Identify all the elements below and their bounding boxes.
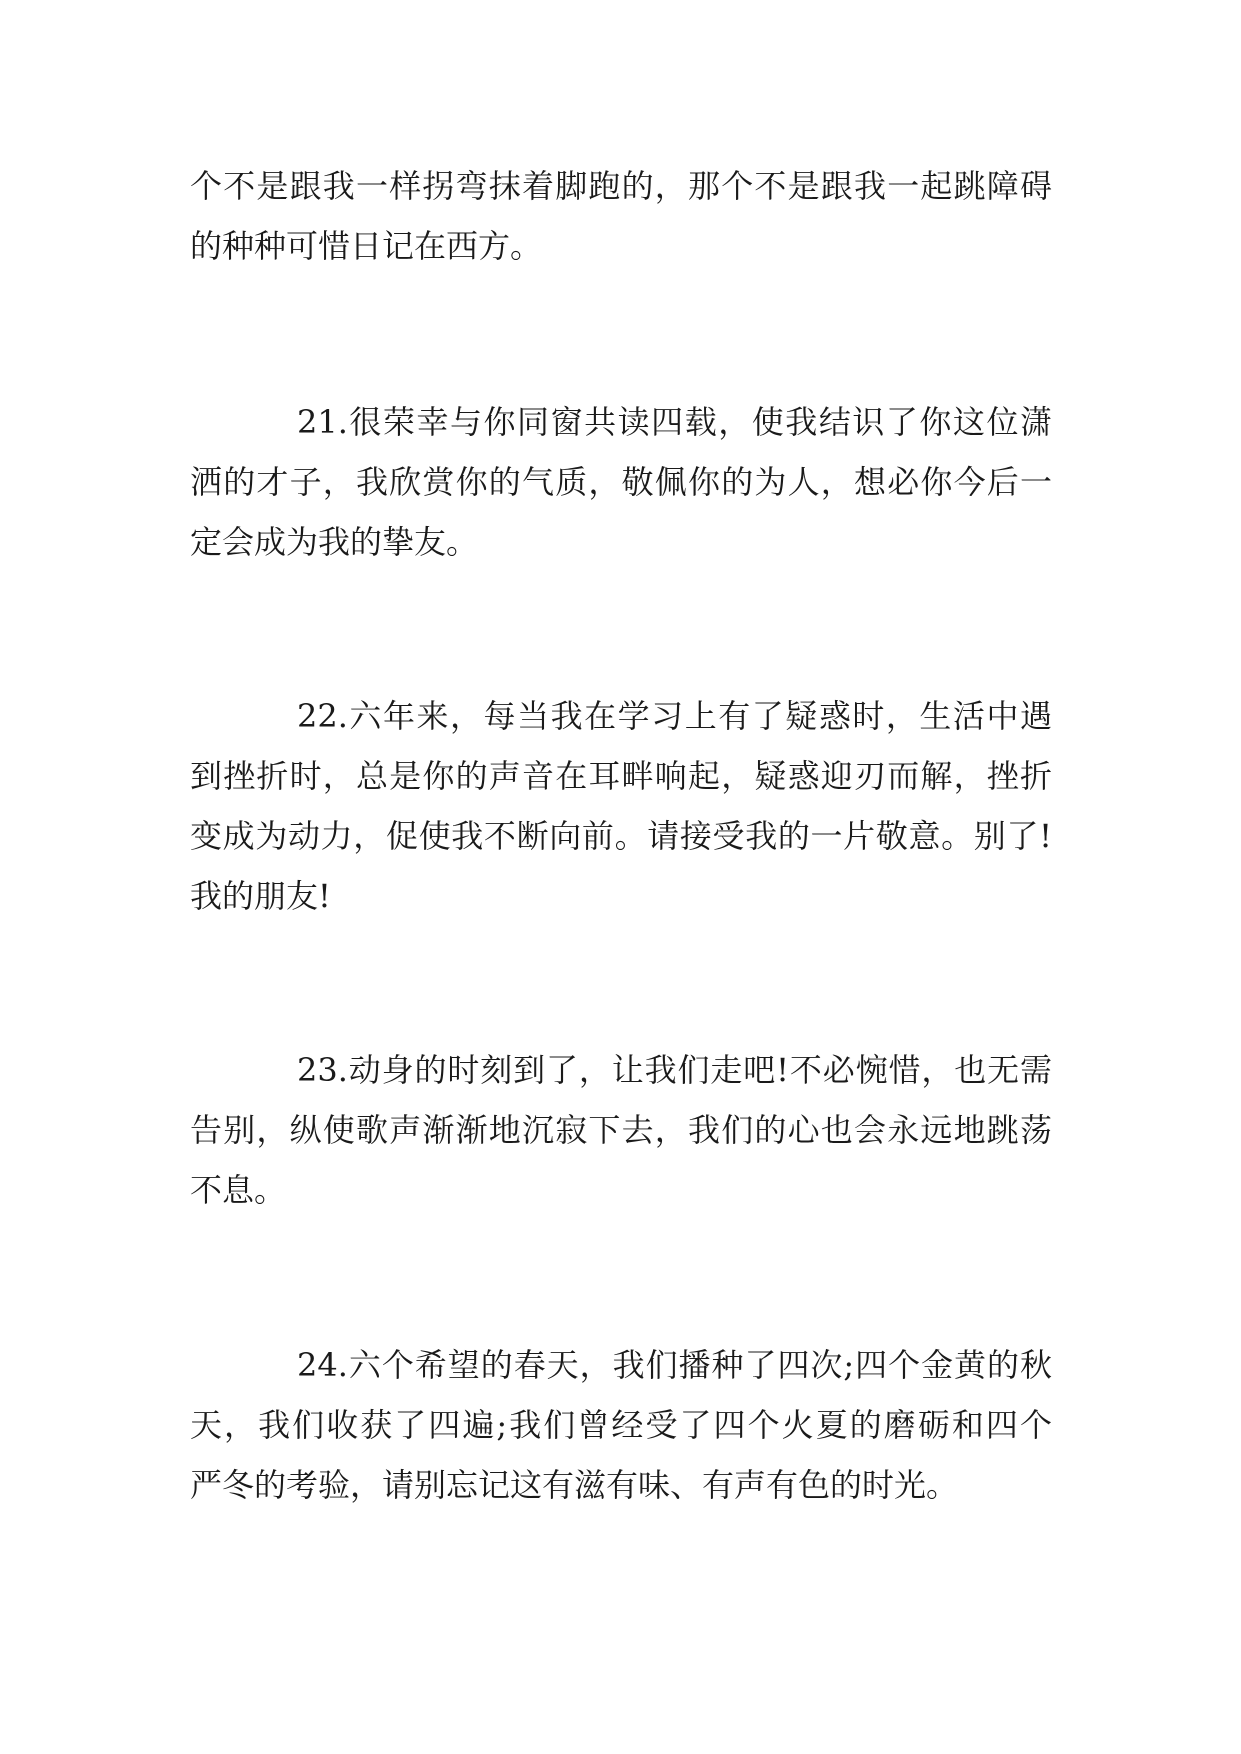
- paragraph-line: 到挫折时，总是你的声音在耳畔响起，疑惑迎刃而解，挫折: [190, 757, 1052, 795]
- paragraph-line: 告别，纵使歌声渐渐地沉寂下去，我们的心也会永远地跳荡: [190, 1111, 1052, 1149]
- paragraph-line: 洒的才子，我欣赏你的气质，敬佩你的为人，想必你今后一: [190, 463, 1052, 501]
- paragraph-line: 不息。: [190, 1171, 287, 1209]
- paragraph-line: 变成为动力，促使我不断向前。请接受我的一片敬意。别了!: [190, 817, 1052, 855]
- paragraph-line: 天，我们收获了四遍;我们曾经受了四个火夏的磨砺和四个: [190, 1406, 1052, 1444]
- paragraph-line: 我的朋友!: [190, 877, 331, 915]
- paragraph-line: 个不是跟我一样拐弯抹着脚跑的，那个不是跟我一起跳障碍: [190, 167, 1052, 205]
- paragraph-line: 23.动身的时刻到了，让我们走吧!不必惋惜，也无需: [297, 1051, 1052, 1089]
- paragraph-line: 定会成为我的挚友。: [190, 523, 479, 561]
- paragraph-line: 严冬的考验，请别忘记这有滋有味、有声有色的时光。: [190, 1466, 959, 1504]
- paragraph-line: 24.六个希望的春天，我们播种了四次;四个金黄的秋: [297, 1346, 1052, 1384]
- paragraph-line: 的种种可惜日记在西方。: [190, 227, 543, 265]
- paragraph-line: 21.很荣幸与你同窗共读四载，使我结识了你这位潇: [297, 403, 1052, 441]
- paragraph-line: 22.六年来，每当我在学习上有了疑惑时，生活中遇: [297, 697, 1052, 735]
